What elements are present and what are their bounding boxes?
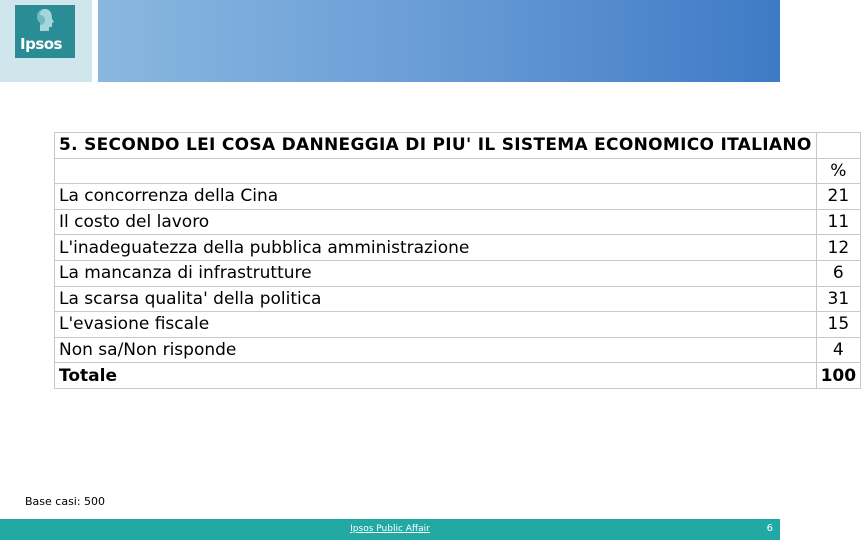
- row-value: 12: [816, 235, 861, 261]
- percent-header: %: [816, 158, 861, 184]
- row-label: Non sa/Non risponde: [55, 337, 817, 363]
- table-row: [55, 312, 861, 338]
- row-label: La scarsa qualita' della politica: [55, 286, 817, 312]
- row-value: 15: [816, 312, 861, 338]
- row-value: 21: [816, 184, 861, 210]
- row-label: La concorrenza della Cina: [55, 184, 817, 210]
- row-value: 6: [816, 260, 861, 286]
- profile-head-icon: [36, 9, 54, 31]
- table-title-row: [55, 133, 861, 159]
- table-row: [55, 184, 861, 210]
- row-label: L'evasione fiscale: [55, 312, 817, 338]
- table-row: [55, 209, 861, 235]
- table-header-row: [55, 158, 861, 184]
- row-value: 11: [816, 209, 861, 235]
- row-value: 31: [816, 286, 861, 312]
- table-row: [55, 260, 861, 286]
- table-title: 5. SECONDO LEI COSA DANNEGGIA DI PIU' IL SISTEMA ECONOMICO ITALIANO: [55, 133, 817, 159]
- footer-bar: [0, 519, 780, 540]
- row-label: L'inadeguatezza della pubblica amministrazione: [55, 235, 817, 261]
- row-label: Il costo del lavoro: [55, 209, 817, 235]
- logo-area: [0, 0, 92, 82]
- row-label: La mancanza di infrastrutture: [55, 260, 817, 286]
- table-row: [55, 286, 861, 312]
- row-value: 4: [816, 337, 861, 363]
- logo-text: Ipsos: [20, 35, 62, 53]
- page-number: 6: [766, 523, 773, 534]
- header-blank-cell: [55, 158, 817, 184]
- footer-link[interactable]: Ipsos Public Affair: [350, 524, 430, 534]
- title-blank-cell: [816, 133, 861, 159]
- total-row: [55, 363, 861, 389]
- table-row: [55, 235, 861, 261]
- results-table: [54, 132, 861, 389]
- header-band: [98, 0, 780, 82]
- table-row: [55, 337, 861, 363]
- base-note: Base casi: 500: [25, 495, 106, 508]
- total-label: Totale: [55, 363, 817, 389]
- total-value: 100: [816, 363, 861, 389]
